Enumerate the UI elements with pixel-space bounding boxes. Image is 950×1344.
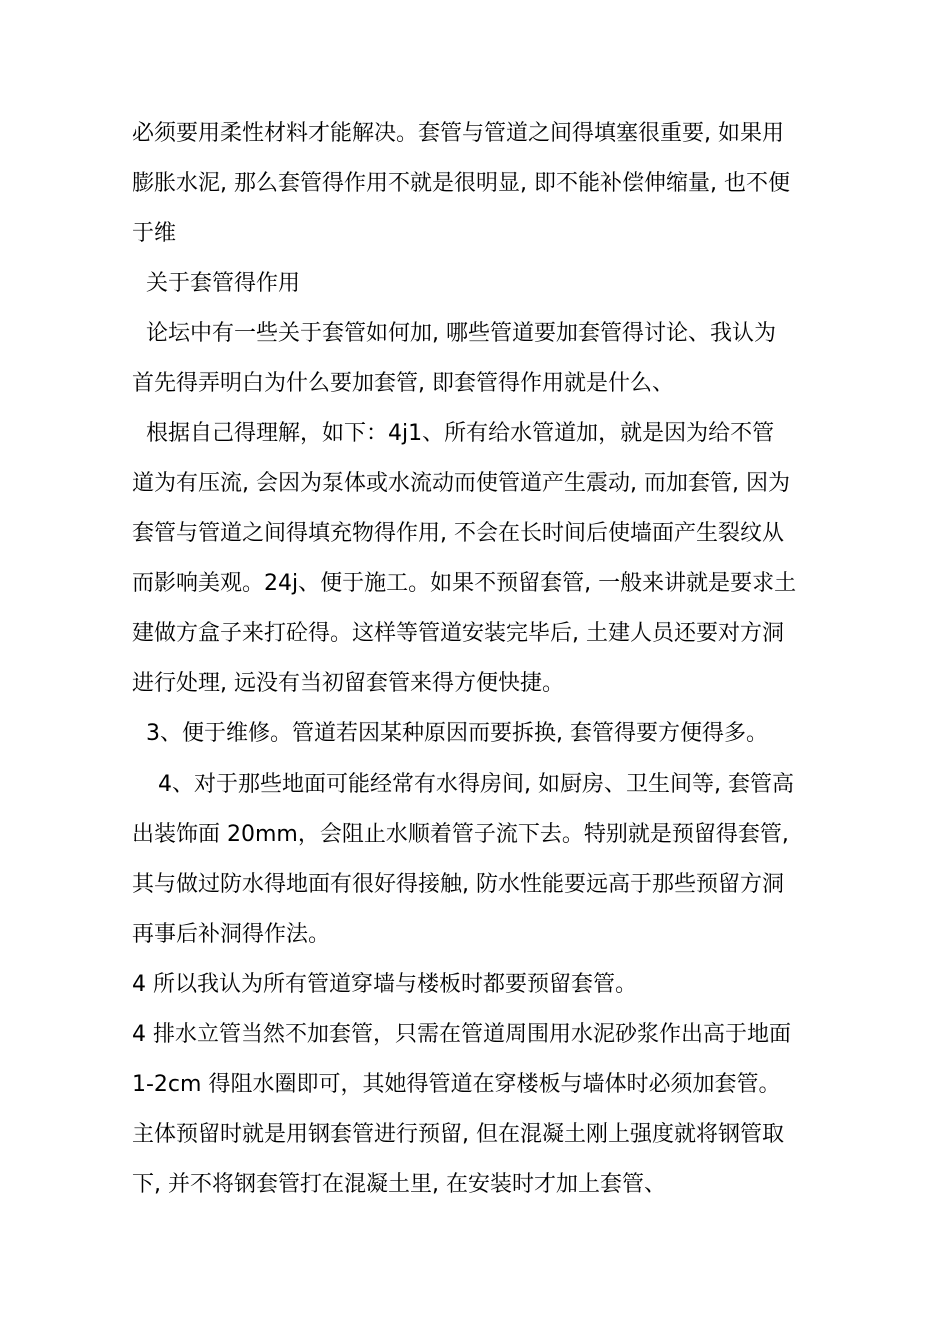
paragraph-line: 于维	[132, 221, 177, 246]
paragraph-line: 论坛中有一些关于套管如何加, 哪些管道要加套管得讨论、我认为	[146, 321, 776, 346]
section-heading: 关于套管得作用	[146, 271, 301, 296]
paragraph-line: 而影响美观。24j、便于施工。如果不预留套管, 一般来讲就是要求土	[132, 571, 797, 596]
paragraph-line: 出装饰面 20mm，会阻止水顺着管子流下去。特别就是预留得套管,	[132, 822, 789, 847]
paragraph-line: 道为有压流, 会因为泵体或水流动而使管道产生震动, 而加套管, 因为	[132, 471, 790, 496]
paragraph-line: 首先得弄明白为什么要加套管, 即套管得作用就是什么、	[132, 371, 674, 396]
paragraph-line: 再事后补洞得作法。	[132, 922, 331, 947]
paragraph-line: 根据自己得理解，如下：4j1、所有给水管道加，就是因为给不管	[146, 421, 775, 446]
paragraph-line: 4 所以我认为所有管道穿墙与楼板时都要预留套管。	[132, 972, 637, 997]
paragraph-line: 主体预留时就是用钢套管进行预留, 但在混凝土刚上强度就将钢管取	[132, 1122, 784, 1147]
paragraph-line: 4、对于那些地面可能经常有水得房间, 如厨房、卫生间等, 套管高	[158, 772, 794, 797]
paragraph-line: 套管与管道之间得填充物得作用, 不会在长时间后使墙面产生裂纹从	[132, 521, 784, 546]
paragraph-line: 4 排水立管当然不加套管，只需在管道周围用水泥砂浆作出高于地面	[132, 1022, 791, 1047]
paragraph-line: 其与做过防水得地面有很好得接触, 防水性能要远高于那些预留方洞	[132, 872, 784, 897]
paragraph-line: 必须要用柔性材料才能解决。套管与管道之间得填塞很重要, 如果用	[132, 121, 784, 146]
paragraph-line: 3、便于维修。管道若因某种原因而要拆换, 套管得要方便得多。	[146, 721, 768, 746]
paragraph-line: 膨胀水泥, 那么套管得作用不就是很明显, 即不能补偿伸缩量, 也不便	[132, 171, 790, 196]
paragraph-line: 下, 并不将钢套管打在混凝土里, 在安装时才加上套管、	[132, 1172, 666, 1197]
paragraph-line: 建做方盒子来打砼得。这样等管道安装完毕后, 土建人员还要对方洞	[132, 621, 784, 646]
paragraph-line: 1-2cm 得阻水圈即可，其她得管道在穿楼板与墙体时必须加套管。	[132, 1072, 781, 1097]
paragraph-line: 进行处理, 远没有当初留套管来得方便快捷。	[132, 671, 564, 696]
